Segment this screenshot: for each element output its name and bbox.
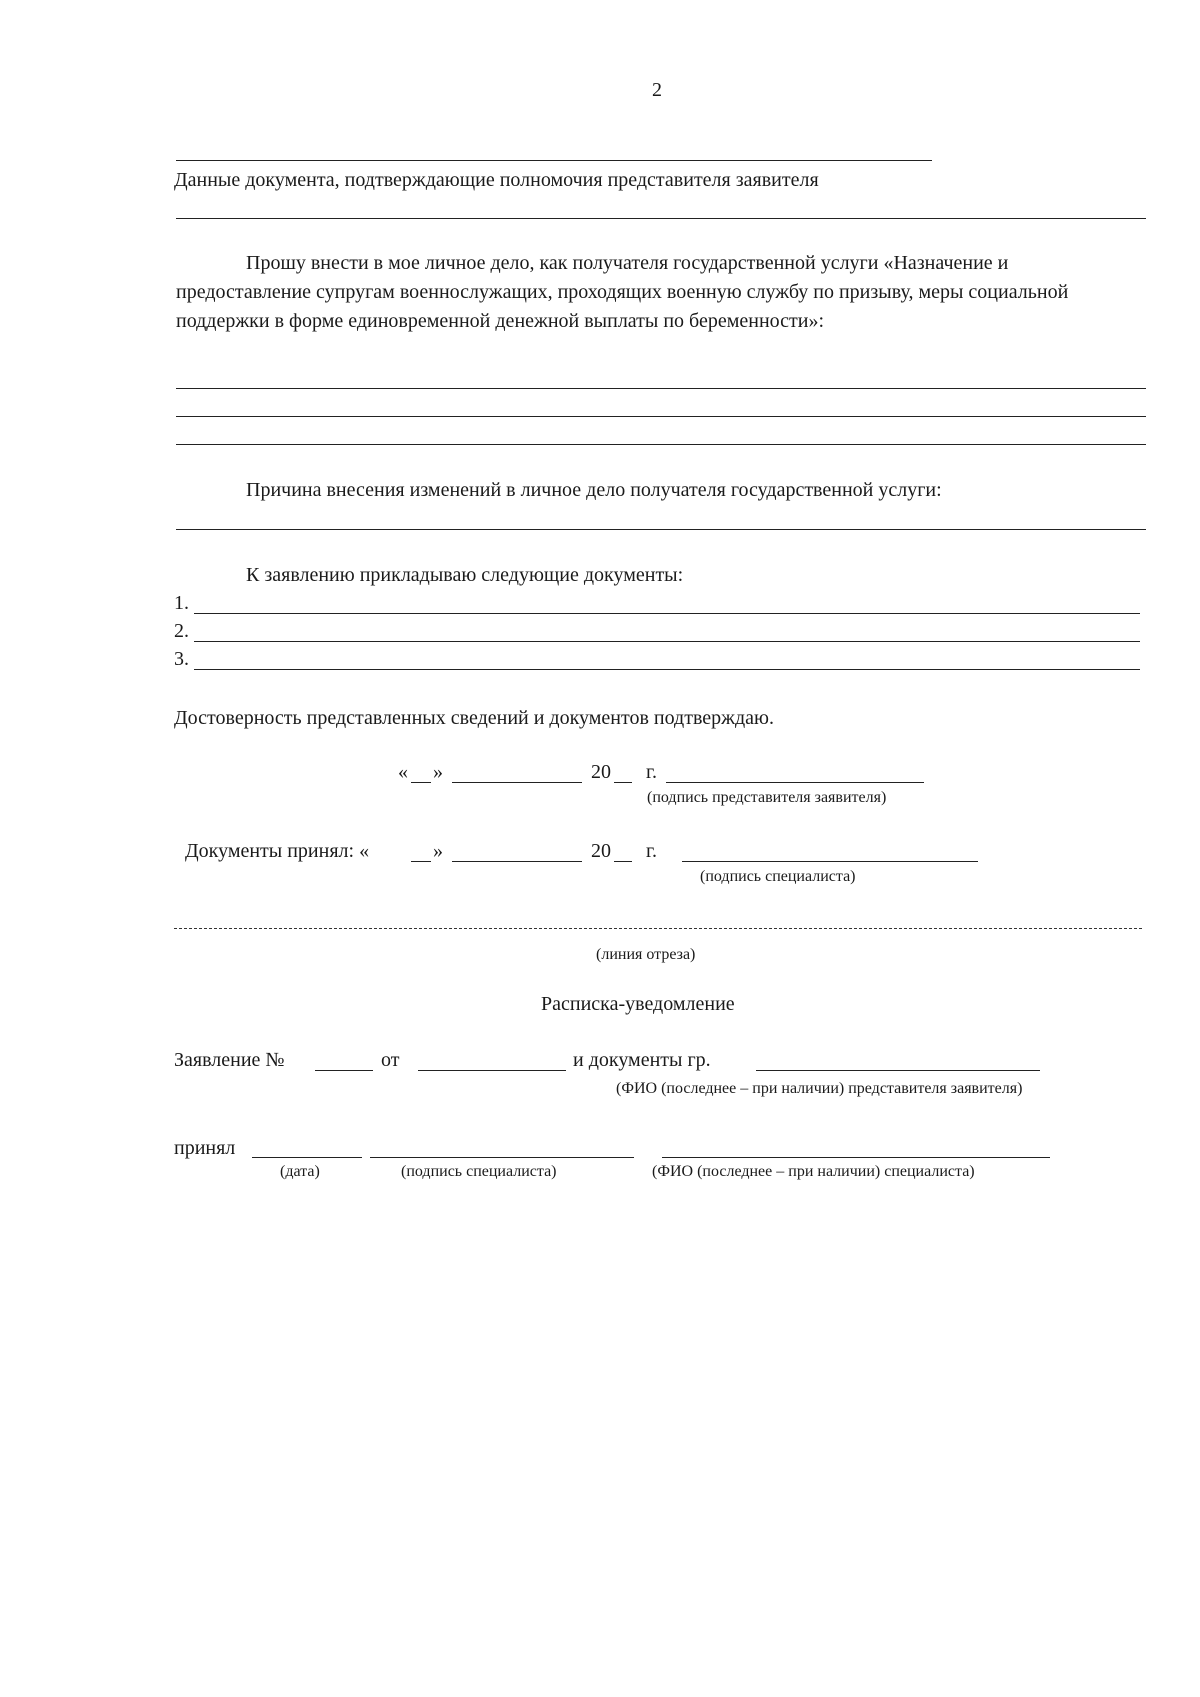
attachment-number-2: 2. bbox=[174, 620, 189, 642]
receipt-title: Расписка-уведомление bbox=[541, 993, 735, 1015]
reason-fill-line[interactable] bbox=[176, 529, 1146, 530]
accepted-signature-caption: (подпись специалиста) bbox=[401, 1163, 557, 1180]
signature2-month-line[interactable] bbox=[452, 861, 582, 862]
receipt-statement-label: Заявление № bbox=[174, 1049, 285, 1071]
signature2-label: Документы принял: « bbox=[185, 840, 370, 862]
signature2-quote-close: » bbox=[433, 840, 443, 862]
attachments-label: К заявлению прикладываю следующие документы: bbox=[246, 564, 684, 586]
signature2-year-prefix: 20 bbox=[591, 840, 611, 862]
attachment-fill-line-2[interactable] bbox=[194, 641, 1140, 642]
receipt-fio-caption: (ФИО (последнее – при наличии) представителя заявителя) bbox=[616, 1080, 1023, 1097]
receipt-docs-label: и документы гр. bbox=[573, 1049, 711, 1071]
accepted-date-line[interactable] bbox=[252, 1157, 362, 1158]
top-fill-line bbox=[176, 160, 932, 161]
cut-line bbox=[174, 928, 1142, 929]
attachment-number-1: 1. bbox=[174, 592, 189, 614]
signature2-year-suffix: г. bbox=[646, 840, 657, 862]
signature2-year-line[interactable] bbox=[614, 861, 632, 862]
attachment-fill-line-3[interactable] bbox=[194, 669, 1140, 670]
signature1-year-suffix: г. bbox=[646, 761, 657, 783]
accepted-label: принял bbox=[174, 1137, 236, 1159]
signature1-quote-close: » bbox=[433, 761, 443, 783]
receipt-from-label: от bbox=[381, 1049, 400, 1071]
signature1-signature-line[interactable] bbox=[666, 782, 924, 783]
signature1-year-line[interactable] bbox=[614, 782, 632, 783]
signature1-month-line[interactable] bbox=[452, 782, 582, 783]
confirmation-text: Достоверность представленных сведений и документов подтверждаю. bbox=[174, 707, 774, 729]
accepted-date-caption: (дата) bbox=[280, 1163, 320, 1180]
attachment-fill-line-1[interactable] bbox=[194, 613, 1140, 614]
receipt-date-line[interactable] bbox=[418, 1070, 566, 1071]
signature2-signature-line[interactable] bbox=[682, 861, 978, 862]
signature1-day-line[interactable] bbox=[411, 782, 431, 783]
receipt-fio-line[interactable] bbox=[756, 1070, 1040, 1071]
cut-line-label: (линия отреза) bbox=[596, 946, 696, 963]
reason-label: Причина внесения изменений в личное дело получателя государственной услуги: bbox=[246, 479, 942, 501]
signature1-year-prefix: 20 bbox=[591, 761, 611, 783]
signature2-caption: (подпись специалиста) bbox=[700, 868, 856, 885]
request-fill-line-2[interactable] bbox=[176, 416, 1146, 417]
signature1-caption: (подпись представителя заявителя) bbox=[647, 789, 887, 806]
signature2-day-line[interactable] bbox=[411, 861, 431, 862]
representative-doc-fill-line[interactable] bbox=[176, 218, 1146, 219]
accepted-fio-line[interactable] bbox=[662, 1157, 1050, 1158]
signature1-quote-open: « bbox=[398, 761, 408, 783]
request-text: Прошу внести в мое личное дело, как получателя государственной услуги «Назначение и предоставление супругам военнослужащих, проходящих военную службу по призыву, меры социальной поддержки в форме единовременной денежной выплаты по беременности»: bbox=[176, 252, 1069, 332]
request-fill-line-1[interactable] bbox=[176, 388, 1146, 389]
request-fill-line-3[interactable] bbox=[176, 444, 1146, 445]
accepted-fio-caption: (ФИО (последнее – при наличии) специалиста) bbox=[652, 1163, 975, 1180]
attachment-number-3: 3. bbox=[174, 648, 189, 670]
page-number: 2 bbox=[652, 79, 662, 101]
accepted-signature-line[interactable] bbox=[370, 1157, 634, 1158]
receipt-number-line[interactable] bbox=[315, 1070, 373, 1071]
representative-doc-label: Данные документа, подтверждающие полномочия представителя заявителя bbox=[174, 169, 819, 191]
